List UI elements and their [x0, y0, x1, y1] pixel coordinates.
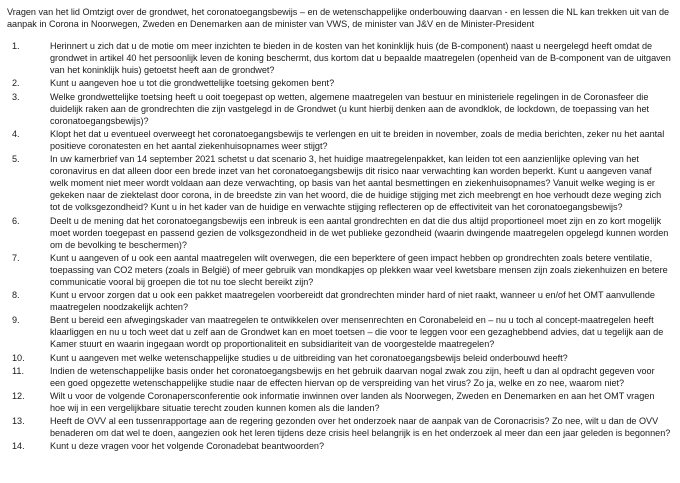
question-text: Bent u bereid een afwegingskader van maatregelen te ontwikkelen over mensenrechten en Coronabeleid en – nu u toch al concept-maatregelen heeft klaarliggen en nu u toch weet dat u zelf aan de Grondwet kan en moet toetsen – die voor te leggen voor een gezaghebbend advies, dat u tegelijk aan de Kamer stuurt en waarin ingegaan wordt op proportionaliteit en subsidiariteit van de voorgestelde maatregelen? [50, 315, 664, 350]
question-text: Wilt u voor de volgende Coronapersconferentie ook informatie inwinnen over landen als Noorwegen, Zweden en Denemarken en aan het OMT vragen hoe wij in een vergelijkbare situatie terecht zouden kunnen komen als die landen? [50, 390, 655, 413]
question-text: Kunt u deze vragen voor het volgende Coronadebat beantwoorden? [50, 441, 325, 452]
question-number: 4. [12, 128, 20, 139]
question-text: Klopt het dat u eventueel overweegt het coronatoegangsbewijs te verlengen en uit te breiden in november, zoals de media berichten, zeker nu het aantal positieve coronatesten en het aantal ziekenhuisopnames weer stijgt? [50, 128, 665, 151]
question-text: Herinnert u zich dat u de motie om meer inzichten te bieden in de kosten van het koninklijk huis (de B-component) naast u neergelegd heeft omdat de grondwet in artikel 40 het persoonlijk leven de koning beschermt, dus kortom dat u bepaalde maatregelen (openheid van de B-component van de uitgaven van het koninklijk huis) getoetst heeft aan de grondwet? [50, 41, 671, 76]
question-item [7, 415, 674, 439]
question-text: Welke grondwettelijke toetsing heeft u ooit toegepast op wetten, algemene maatregelen van bestuur en ministeriele regelingen in de Coronasfeer die duidelijk raken aan de grondrechten die zijn vastgelegd in de Grondwet (u kunt hierbij denken aan de avondklok, de lockdown, de toepassing van het coronatoegangsbewijs)? [50, 91, 650, 126]
question-item [7, 215, 674, 251]
question-item [7, 77, 674, 89]
question-item [7, 91, 674, 127]
question-text: In uw kamerbrief van 14 september 2021 schetst u dat scenario 3, het huidige maatregelenpakket, kan leiden tot een aanzienlijke opleving van het coronavirus en dat alleen door een brede inzet van het coronatoegangsbewijs dit risico naar verwachting kan worden beperkt. Kunt u aangeven vanaf welk moment niet meer wordt voldaan aan deze verwachting, op basis van het aantal besmettingen en ziekenhuisopnames? Vanuit welke weging is er gekeken naar de ziektelast door corona, in de breedste zin van het woord, die de huidige stijging met zich meebrengt en hoe verhoudt deze weging zich tot de volksgezondheid? Kunt u in het kader van de huidige en verwachte stijging reflecteren op de effectiviteit van het coronatoegangsbewijs? [50, 154, 662, 213]
question-item [7, 289, 674, 313]
question-number: 7. [12, 252, 20, 263]
question-item [7, 252, 674, 288]
question-number: 2. [12, 78, 20, 89]
question-text: Heeft de OVV al een tussenrapportage aan de regering gezonden over het onderzoek naar de aanpak van de Coronacrisis? Zo nee, wilt u dan de OVV benaderen om dat wel te doen, aangezien ook het leren tijdens deze crisis heel belangrijk is en het onderzoek al meer dan een jaar geleden is begonnen? [50, 416, 671, 439]
question-item [7, 440, 674, 452]
question-item [7, 352, 674, 364]
question-number: 10. [12, 352, 25, 363]
question-list [7, 40, 674, 452]
question-item [7, 314, 674, 350]
question-item [7, 365, 674, 389]
question-item [7, 153, 674, 213]
question-number: 1. [12, 41, 20, 52]
question-text: Kunt u aangeven met welke wetenschappelijke studies u de uitbreiding van het coronatoegangsbewijs beleid onderbouwd heeft? [50, 352, 568, 363]
question-number: 3. [12, 91, 20, 102]
question-number: 8. [12, 290, 20, 301]
question-number: 13. [12, 416, 25, 426]
question-item [7, 390, 674, 414]
question-text: Deelt u de mening dat het coronatoegangsbewijs een inbreuk is een aantal grondrechten en dat die dus altijd proportioneel moet zijn en zo kort mogelijk moet worden toegepast en passend gezien de volksgezondheid in de wet publieke gezondheid (waarin dwingende maatregelen opgelegd kunnen worden om de bevolking te beschermen)? [50, 215, 669, 250]
question-text: Kunt u aangeven of u ook een aantal maatregelen wilt overwegen, die een beperktere of geen impact hebben op grondrechten zoals betere ventilatie, toepassing van CO2 meters (zoals in België) of meer gebruik van mondkapjes op plekken waar veel kwetsbare mensen zijn zoals ziekenhuizen en betere communicatie vooral bij groepen die tot nu toe slecht bereikt zijn? [50, 252, 668, 287]
question-number: 9. [12, 315, 20, 326]
question-item [7, 128, 674, 152]
question-number: 6. [12, 215, 20, 226]
question-number: 5. [12, 154, 20, 165]
question-text: Kunt u ervoor zorgen dat u ook een pakket maatregelen voorbereidt dat grondrechten minder hard of niet raakt, wanneer u en/of het OMT aanvullende maatregelen noodzakelijk achten? [50, 290, 655, 313]
question-number: 11. [12, 365, 24, 376]
question-number: 12. [12, 390, 25, 401]
question-number: 14. [12, 441, 25, 452]
question-item [7, 40, 674, 76]
question-text: Kunt u aangeven hoe u tot die grondwettelijke toetsing gekomen bent? [50, 78, 335, 89]
document-intro: Vragen van het lid Omtzigt over de grondwet, het coronatoegangsbewijs – en de wetenschappelijke onderbouwing daarvan - en lessen die NL kan trekken uit van de aanpak in Corona in Noorwegen, Zweden en Denemarken aan de minister van VWS, de minister van J&V en de Minister-President [7, 7, 670, 30]
question-text: Indien de wetenschappelijke basis onder het coronatoegangsbewijs en het gebruik daarvan nogal zwak zou zijn, heeft u dan al opdracht gegeven voor een goed opgezette wetenschappelijke studie naar de effecten hiervan op de verspreiding van het virus? Zo ja, welke en zo nee, waarom niet? [50, 365, 655, 388]
